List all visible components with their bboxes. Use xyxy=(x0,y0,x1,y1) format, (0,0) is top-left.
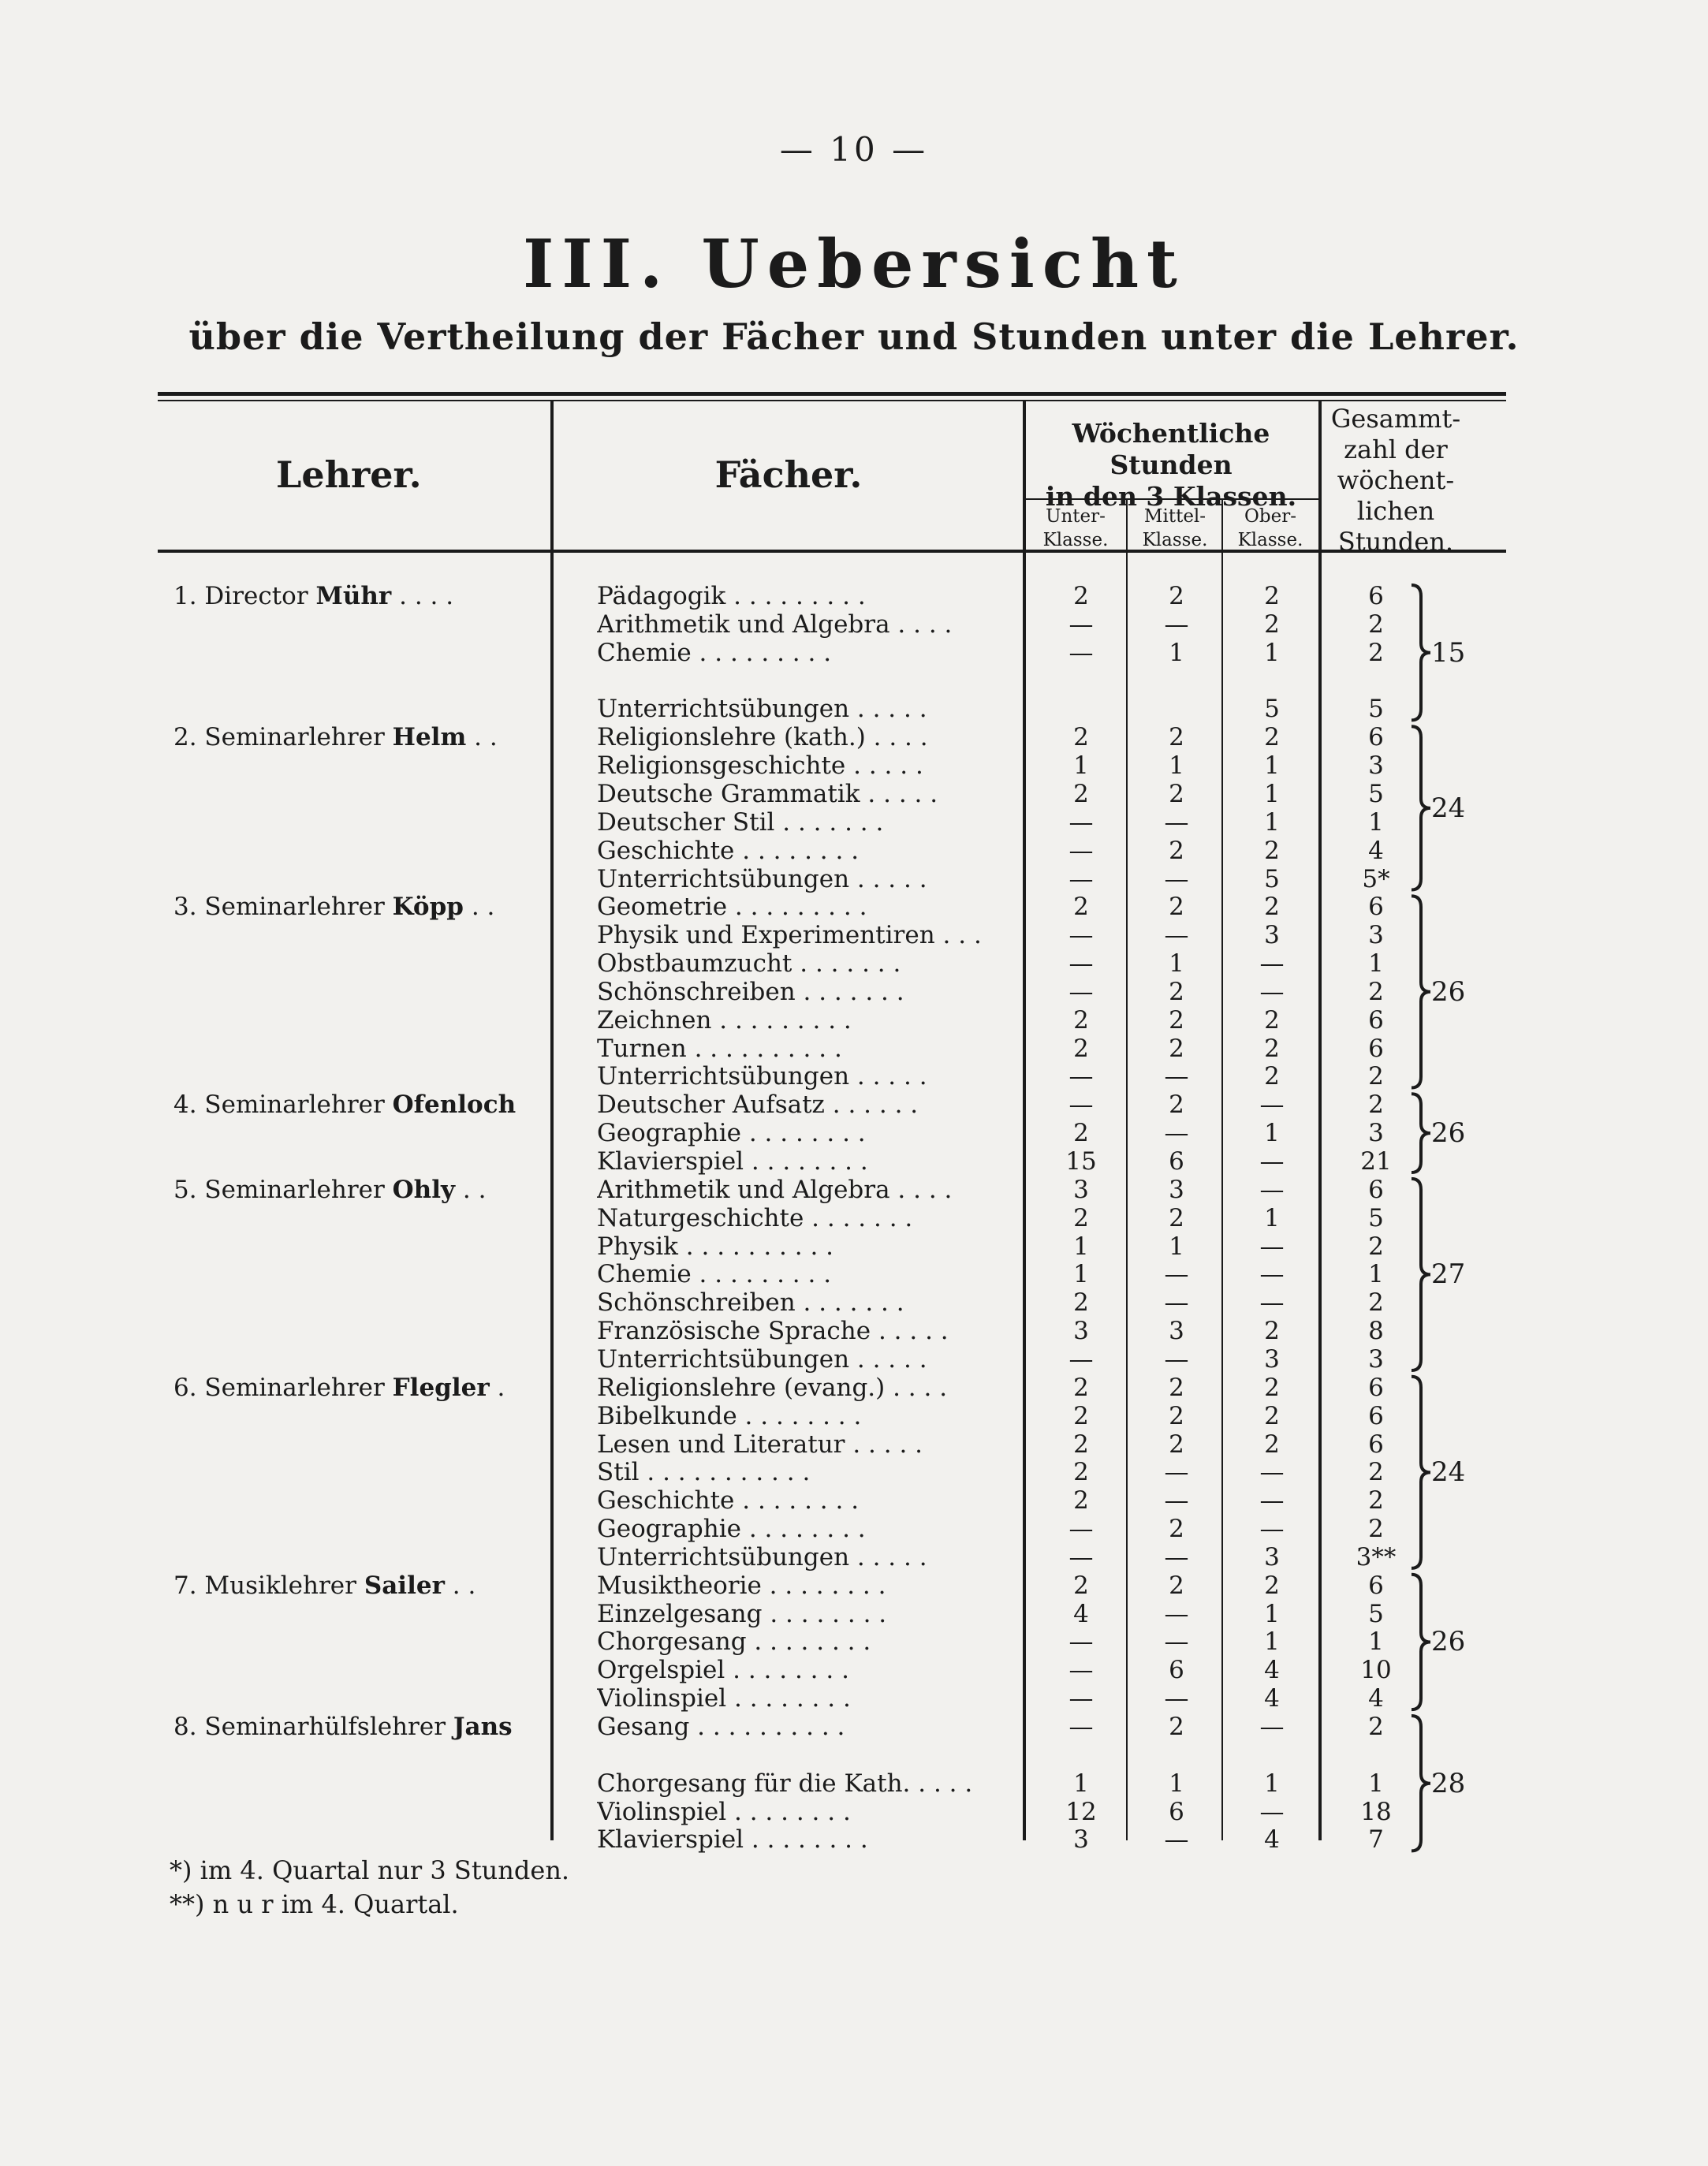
hours-middle-class: 1 xyxy=(1169,751,1184,780)
hours-middle-class: 2 xyxy=(1169,1006,1184,1035)
subject-name: Religionsgeschichte . . . . . xyxy=(597,751,923,780)
hours-upper-class: — xyxy=(1259,1458,1285,1486)
subject-name: Geographie . . . . . . . . xyxy=(597,1119,866,1147)
group-bracket xyxy=(1412,1179,1430,1370)
hours-middle-class: — xyxy=(1164,865,1189,893)
footnote-2: **) n u r im 4. Quartal. xyxy=(170,1889,459,1919)
hours-total: 8 xyxy=(1368,1317,1384,1345)
hours-lower-class: 3 xyxy=(1073,1317,1089,1345)
subject-name: Chorgesang für die Kath. . . . . xyxy=(597,1769,973,1798)
hours-middle-class: 1 xyxy=(1169,1232,1184,1261)
hours-total: 5 xyxy=(1368,1204,1384,1232)
header-lower-2: Klasse. xyxy=(1042,530,1109,550)
hours-upper-class: — xyxy=(1259,949,1285,978)
teacher-surname: Flegler xyxy=(392,1374,490,1402)
teacher-title: 6. Seminarlehrer xyxy=(173,1374,385,1402)
subject-name: Orgelspiel . . . . . . . . xyxy=(597,1656,849,1684)
hours-middle-class: — xyxy=(1164,1600,1189,1628)
header-subject: Fächer. xyxy=(714,453,863,496)
teacher-surname: Jans xyxy=(453,1713,513,1741)
hours-upper-class: 4 xyxy=(1264,1656,1280,1684)
hours-total: 6 xyxy=(1368,1430,1384,1459)
hours-upper-class: 2 xyxy=(1264,893,1280,921)
hours-middle-class: — xyxy=(1164,808,1189,837)
hours-lower-class: 3 xyxy=(1073,1176,1089,1204)
hours-lower-class: 2 xyxy=(1073,893,1089,921)
group-total-value: 26 xyxy=(1431,1626,1466,1657)
hours-lower-class: 1 xyxy=(1073,751,1089,780)
hours-middle-class: 2 xyxy=(1169,1571,1184,1600)
hours-middle-class: 1 xyxy=(1169,949,1184,978)
hours-upper-class: 2 xyxy=(1264,1006,1280,1035)
group-bracket xyxy=(1412,896,1430,1087)
hours-total: 1 xyxy=(1368,808,1384,837)
subject-name: Deutsche Grammatik . . . . . xyxy=(597,780,938,808)
hours-middle-class: — xyxy=(1164,1486,1189,1515)
hours-lower-class: — xyxy=(1068,837,1094,865)
hours-total: 7 xyxy=(1368,1825,1384,1854)
group-total-value: 15 xyxy=(1431,637,1466,669)
hours-lower-class: 12 xyxy=(1065,1798,1097,1826)
hours-total: 2 xyxy=(1368,1288,1384,1317)
hours-total: 2 xyxy=(1368,1458,1384,1486)
teacher-surname: Ofenloch xyxy=(392,1090,517,1119)
hours-total: 1 xyxy=(1368,1627,1384,1656)
header-total-3: wöchent- xyxy=(1337,465,1455,495)
hours-lower-class: — xyxy=(1068,1090,1094,1119)
hours-upper-class: 2 xyxy=(1264,1317,1280,1345)
subject-name: Chemie . . . . . . . . . xyxy=(597,639,832,667)
subject-name: Violinspiel . . . . . . . . xyxy=(597,1798,851,1826)
group-total-value: 27 xyxy=(1431,1258,1466,1290)
hours-total: 4 xyxy=(1368,837,1384,865)
hours-total: 4 xyxy=(1368,1684,1384,1713)
hours-lower-class: 2 xyxy=(1073,723,1089,751)
hours-total: 6 xyxy=(1368,1571,1384,1600)
hours-lower-class: 2 xyxy=(1073,780,1089,808)
hours-middle-class: 6 xyxy=(1169,1656,1184,1684)
hours-middle-class: — xyxy=(1164,1062,1189,1090)
hours-upper-class: 2 xyxy=(1264,582,1280,610)
hours-lower-class: — xyxy=(1068,1713,1094,1741)
hours-lower-class: 1 xyxy=(1073,1769,1089,1798)
subject-name: Pädagogik . . . . . . . . . xyxy=(597,582,866,610)
hours-upper-class: 2 xyxy=(1264,1374,1280,1402)
subject-name: Geschichte . . . . . . . . xyxy=(597,1486,860,1515)
subject-name: Physik . . . . . . . . . . xyxy=(597,1232,834,1261)
subject-name: Schönschreiben . . . . . . . xyxy=(597,978,904,1006)
hours-total: 2 xyxy=(1368,978,1384,1006)
subject-name: Einzelgesang . . . . . . . . xyxy=(597,1600,887,1628)
footnote-1: *) im 4. Quartal nur 3 Stunden. xyxy=(170,1855,570,1885)
hours-total: 2 xyxy=(1368,610,1384,639)
hours-total: 5 xyxy=(1368,695,1384,723)
subject-name: Arithmetik und Algebra . . . . xyxy=(597,1176,953,1204)
hours-middle-class: — xyxy=(1164,1458,1189,1486)
hours-lower-class: — xyxy=(1068,1543,1094,1571)
hours-upper-class: 4 xyxy=(1264,1684,1280,1713)
hours-lower-class: 2 xyxy=(1073,1458,1089,1486)
hours-middle-class: 2 xyxy=(1169,1374,1184,1402)
page-number: — 10 — xyxy=(779,130,929,169)
hours-total: 2 xyxy=(1368,1232,1384,1261)
teacher-leader-dots: . . xyxy=(466,723,498,751)
hours-lower-class: — xyxy=(1068,1345,1094,1374)
hours-middle-class: 2 xyxy=(1169,1204,1184,1232)
page-title: III. Uebersicht xyxy=(523,225,1185,303)
teacher-title: 8. Seminarhülfslehrer xyxy=(173,1713,446,1741)
hours-lower-class: 3 xyxy=(1073,1825,1089,1854)
hours-upper-class: — xyxy=(1259,1486,1285,1515)
subject-name: Unterrichtsübungen . . . . . xyxy=(597,695,927,723)
hours-lower-class: 2 xyxy=(1073,1119,1089,1147)
hours-upper-class: — xyxy=(1259,978,1285,1006)
hours-lower-class: — xyxy=(1068,865,1094,893)
hours-middle-class: 2 xyxy=(1169,780,1184,808)
hours-upper-class: 2 xyxy=(1264,610,1280,639)
teacher-leader-dots: . xyxy=(489,1374,505,1402)
hours-upper-class: 1 xyxy=(1264,1627,1280,1656)
hours-middle-class: 3 xyxy=(1169,1176,1184,1204)
hours-upper-class: — xyxy=(1259,1713,1285,1741)
subject-name: Geographie . . . . . . . . xyxy=(597,1515,866,1543)
hours-total: 6 xyxy=(1368,723,1384,751)
header-middle-1: Mittel- xyxy=(1143,506,1206,527)
hours-total: 1 xyxy=(1368,949,1384,978)
hours-upper-class: 1 xyxy=(1264,1204,1280,1232)
hours-lower-class: 15 xyxy=(1065,1147,1097,1176)
hours-middle-class: 1 xyxy=(1169,639,1184,667)
hours-lower-class: — xyxy=(1068,921,1094,949)
hours-total: 3 xyxy=(1368,921,1384,949)
teacher-title: 4. Seminarlehrer xyxy=(173,1090,385,1119)
group-total-value: 24 xyxy=(1431,1456,1466,1488)
page-subtitle: über die Vertheilung der Fächer und Stunden unter die Lehrer. xyxy=(188,315,1520,358)
subject-name: Geometrie . . . . . . . . . xyxy=(597,893,867,921)
hours-middle-class: — xyxy=(1164,1543,1189,1571)
teacher-leader-dots: . . . . xyxy=(391,582,454,610)
subject-name: Unterrichtsübungen . . . . . xyxy=(597,1345,927,1374)
hours-total: 3** xyxy=(1356,1543,1397,1571)
header-upper-2: Klasse. xyxy=(1237,530,1303,550)
hours-upper-class: — xyxy=(1259,1515,1285,1543)
hours-total: 6 xyxy=(1368,1035,1384,1063)
subject-name: Klavierspiel . . . . . . . . xyxy=(597,1825,868,1854)
hours-total: 5 xyxy=(1368,780,1384,808)
hours-lower-class: — xyxy=(1068,1684,1094,1713)
hours-middle-class: — xyxy=(1164,1260,1189,1288)
hours-upper-class: — xyxy=(1259,1232,1285,1261)
hours-upper-class: 1 xyxy=(1264,1119,1280,1147)
hours-middle-class: — xyxy=(1164,921,1189,949)
hours-lower-class: — xyxy=(1068,1062,1094,1090)
hours-total: 6 xyxy=(1368,1176,1384,1204)
subject-name: Deutscher Aufsatz . . . . . . xyxy=(597,1090,919,1119)
teacher-surname: Köpp xyxy=(392,893,464,921)
subject-name: Deutscher Stil . . . . . . . xyxy=(597,808,884,837)
subject-name: Lesen und Literatur . . . . . xyxy=(597,1430,923,1459)
hours-lower-class: 2 xyxy=(1073,1006,1089,1035)
hours-middle-class: 2 xyxy=(1169,582,1184,610)
subject-name: Religionslehre (kath.) . . . . xyxy=(597,723,928,751)
teacher-surname: Mühr xyxy=(315,582,392,610)
hours-middle-class: 3 xyxy=(1169,1317,1184,1345)
teacher-title: 3. Seminarlehrer xyxy=(173,893,385,921)
group-bracket xyxy=(1412,1575,1430,1709)
hours-lower-class: — xyxy=(1068,639,1094,667)
group-total-value: 26 xyxy=(1431,976,1466,1008)
subject-name: Stil . . . . . . . . . . . xyxy=(597,1458,811,1486)
hours-upper-class: 1 xyxy=(1264,1769,1280,1798)
hours-lower-class: 2 xyxy=(1073,1486,1089,1515)
subject-name: Arithmetik und Algebra . . . . xyxy=(597,610,953,639)
hours-upper-class: 4 xyxy=(1264,1825,1280,1854)
hours-upper-class: — xyxy=(1259,1288,1285,1317)
hours-lower-class: — xyxy=(1068,1627,1094,1656)
hours-middle-class: 2 xyxy=(1169,893,1184,921)
hours-total: 3 xyxy=(1368,1119,1384,1147)
header-middle-2: Klasse. xyxy=(1142,530,1208,550)
hours-total: 2 xyxy=(1368,639,1384,667)
hours-lower-class: — xyxy=(1068,1515,1094,1543)
hours-upper-class: 1 xyxy=(1264,751,1280,780)
teacher-leader-dots: . . xyxy=(463,893,495,921)
hours-total: 6 xyxy=(1368,893,1384,921)
group-total-value: 24 xyxy=(1431,792,1466,824)
hours-upper-class: 1 xyxy=(1264,1600,1280,1628)
hours-total: 1 xyxy=(1368,1769,1384,1798)
hours-upper-class: 5 xyxy=(1264,695,1280,723)
hours-upper-class: 1 xyxy=(1264,808,1280,837)
hours-upper-class: 1 xyxy=(1264,639,1280,667)
header-total-5: Stunden. xyxy=(1337,527,1454,557)
hours-middle-class: 2 xyxy=(1169,1515,1184,1543)
hours-middle-class: 6 xyxy=(1169,1798,1184,1826)
group-total-value: 28 xyxy=(1431,1768,1466,1799)
subject-name: Schönschreiben . . . . . . . xyxy=(597,1288,904,1317)
hours-upper-class: 2 xyxy=(1264,723,1280,751)
header-teacher: Lehrer. xyxy=(276,453,422,496)
group-bracket xyxy=(1412,1094,1430,1172)
hours-total: 2 xyxy=(1368,1713,1384,1741)
hours-total: 5* xyxy=(1362,865,1390,893)
teacher-surname: Helm xyxy=(392,723,467,751)
hours-lower-class: — xyxy=(1068,610,1094,639)
header-lower-1: Unter- xyxy=(1046,506,1106,527)
header-total-2: zahl der xyxy=(1344,434,1448,464)
hours-upper-class: — xyxy=(1259,1090,1285,1119)
hours-middle-class: 1 xyxy=(1169,1769,1184,1798)
hours-lower-class: 1 xyxy=(1073,1232,1089,1261)
hours-upper-class: 3 xyxy=(1264,921,1280,949)
subject-name: Geschichte . . . . . . . . xyxy=(597,837,860,865)
hours-upper-class: 2 xyxy=(1264,1402,1280,1430)
hours-middle-class: 2 xyxy=(1169,1402,1184,1430)
hours-upper-class: 2 xyxy=(1264,1430,1280,1459)
hours-middle-class: — xyxy=(1164,1119,1189,1147)
hours-lower-class: 2 xyxy=(1073,1374,1089,1402)
hours-upper-class: — xyxy=(1259,1260,1285,1288)
subject-name: Chorgesang . . . . . . . . xyxy=(597,1627,871,1656)
hours-total: 6 xyxy=(1368,1402,1384,1430)
header-weekly-line1: Wöchentliche Stunden xyxy=(1072,418,1270,480)
hours-lower-class: 2 xyxy=(1073,1035,1089,1063)
subject-name: Obstbaumzucht . . . . . . . xyxy=(597,949,901,978)
hours-lower-class: — xyxy=(1068,808,1094,837)
hours-middle-class: 2 xyxy=(1169,1713,1184,1741)
hours-upper-class: — xyxy=(1259,1147,1285,1176)
hours-lower-class: 1 xyxy=(1073,1260,1089,1288)
subject-name: Turnen . . . . . . . . . . xyxy=(597,1035,842,1063)
hours-total: 6 xyxy=(1368,1006,1384,1035)
teacher-title: 5. Seminarlehrer xyxy=(173,1176,385,1204)
hours-upper-class: 3 xyxy=(1264,1543,1280,1571)
subject-name: Naturgeschichte . . . . . . . xyxy=(597,1204,913,1232)
teacher-leader-dots: . . xyxy=(444,1571,476,1600)
header-total-4: lichen xyxy=(1356,496,1435,526)
hours-upper-class: — xyxy=(1259,1176,1285,1204)
teacher-surname: Sailer xyxy=(364,1571,445,1600)
subject-name: Musiktheorie . . . . . . . . xyxy=(597,1571,886,1600)
hours-upper-class: 2 xyxy=(1264,1062,1280,1090)
teacher-surname: Ohly xyxy=(392,1176,456,1204)
hours-middle-class: 2 xyxy=(1169,837,1184,865)
hours-lower-class: 2 xyxy=(1073,582,1089,610)
teacher-leader-dots: . . xyxy=(455,1176,487,1204)
hours-total: 3 xyxy=(1368,1345,1384,1374)
hours-middle-class: 2 xyxy=(1169,1090,1184,1119)
header-upper-1: Ober- xyxy=(1244,506,1296,527)
hours-upper-class: 1 xyxy=(1264,780,1280,808)
subject-name: Chemie . . . . . . . . . xyxy=(597,1260,832,1288)
subject-name: Französische Sprache . . . . . xyxy=(597,1317,949,1345)
subject-name: Klavierspiel . . . . . . . . xyxy=(597,1147,868,1176)
hours-upper-class: 2 xyxy=(1264,1571,1280,1600)
group-bracket xyxy=(1412,726,1430,889)
subject-name: Religionslehre (evang.) . . . . xyxy=(597,1374,948,1402)
hours-total: 6 xyxy=(1368,1374,1384,1402)
hours-lower-class: 2 xyxy=(1073,1430,1089,1459)
hours-middle-class: — xyxy=(1164,610,1189,639)
subject-name: Unterrichtsübungen . . . . . xyxy=(597,865,927,893)
group-bracket xyxy=(1412,1716,1430,1851)
hours-middle-class: — xyxy=(1164,1684,1189,1713)
hours-middle-class: — xyxy=(1164,1627,1189,1656)
hours-lower-class: — xyxy=(1068,978,1094,1006)
teacher-title: 1. Director xyxy=(173,582,308,610)
hours-upper-class: 5 xyxy=(1264,865,1280,893)
teacher-title: 7. Musiklehrer xyxy=(173,1571,356,1600)
hours-middle-class: 2 xyxy=(1169,1035,1184,1063)
hours-middle-class: — xyxy=(1164,1345,1189,1374)
hours-middle-class: 2 xyxy=(1169,723,1184,751)
hours-lower-class: — xyxy=(1068,949,1094,978)
hours-total: 2 xyxy=(1368,1062,1384,1090)
hours-lower-class: — xyxy=(1068,1656,1094,1684)
hours-total: 6 xyxy=(1368,582,1384,610)
hours-lower-class: 2 xyxy=(1073,1288,1089,1317)
hours-total: 2 xyxy=(1368,1486,1384,1515)
hours-total: 5 xyxy=(1368,1600,1384,1628)
group-bracket xyxy=(1412,1377,1430,1568)
subject-name: Zeichnen . . . . . . . . . xyxy=(597,1006,852,1035)
hours-middle-class: — xyxy=(1164,1825,1189,1854)
hours-middle-class: 2 xyxy=(1169,978,1184,1006)
hours-lower-class: 2 xyxy=(1073,1571,1089,1600)
hours-total: 3 xyxy=(1368,751,1384,780)
subject-name: Physik und Experimentiren . . . xyxy=(597,921,982,949)
group-bracket xyxy=(1412,585,1430,720)
hours-total: 21 xyxy=(1360,1147,1392,1176)
hours-upper-class: 3 xyxy=(1264,1345,1280,1374)
hours-total: 18 xyxy=(1360,1798,1392,1826)
header-total-1: Gesammt- xyxy=(1330,404,1461,434)
hours-upper-class: 2 xyxy=(1264,1035,1280,1063)
hours-total: 2 xyxy=(1368,1090,1384,1119)
teacher-title: 2. Seminarlehrer xyxy=(173,723,385,751)
group-total-value: 26 xyxy=(1431,1117,1466,1149)
hours-lower-class: 2 xyxy=(1073,1402,1089,1430)
hours-lower-class: 4 xyxy=(1073,1600,1089,1628)
hours-upper-class: 2 xyxy=(1264,837,1280,865)
subject-name: Unterrichtsübungen . . . . . xyxy=(597,1062,927,1090)
hours-upper-class: — xyxy=(1259,1798,1285,1826)
hours-middle-class: 6 xyxy=(1169,1147,1184,1176)
subject-name: Unterrichtsübungen . . . . . xyxy=(597,1543,927,1571)
subject-name: Violinspiel . . . . . . . . xyxy=(597,1684,851,1713)
hours-total: 1 xyxy=(1368,1260,1384,1288)
hours-middle-class: 2 xyxy=(1169,1430,1184,1459)
header-weekly-line2: in den 3 Klassen. xyxy=(1045,481,1297,512)
hours-total: 10 xyxy=(1360,1656,1392,1684)
hours-middle-class: — xyxy=(1164,1288,1189,1317)
subject-name: Bibelkunde . . . . . . . . xyxy=(597,1402,862,1430)
subject-name: Gesang . . . . . . . . . . xyxy=(597,1713,845,1741)
hours-lower-class: 2 xyxy=(1073,1204,1089,1232)
hours-total: 2 xyxy=(1368,1515,1384,1543)
